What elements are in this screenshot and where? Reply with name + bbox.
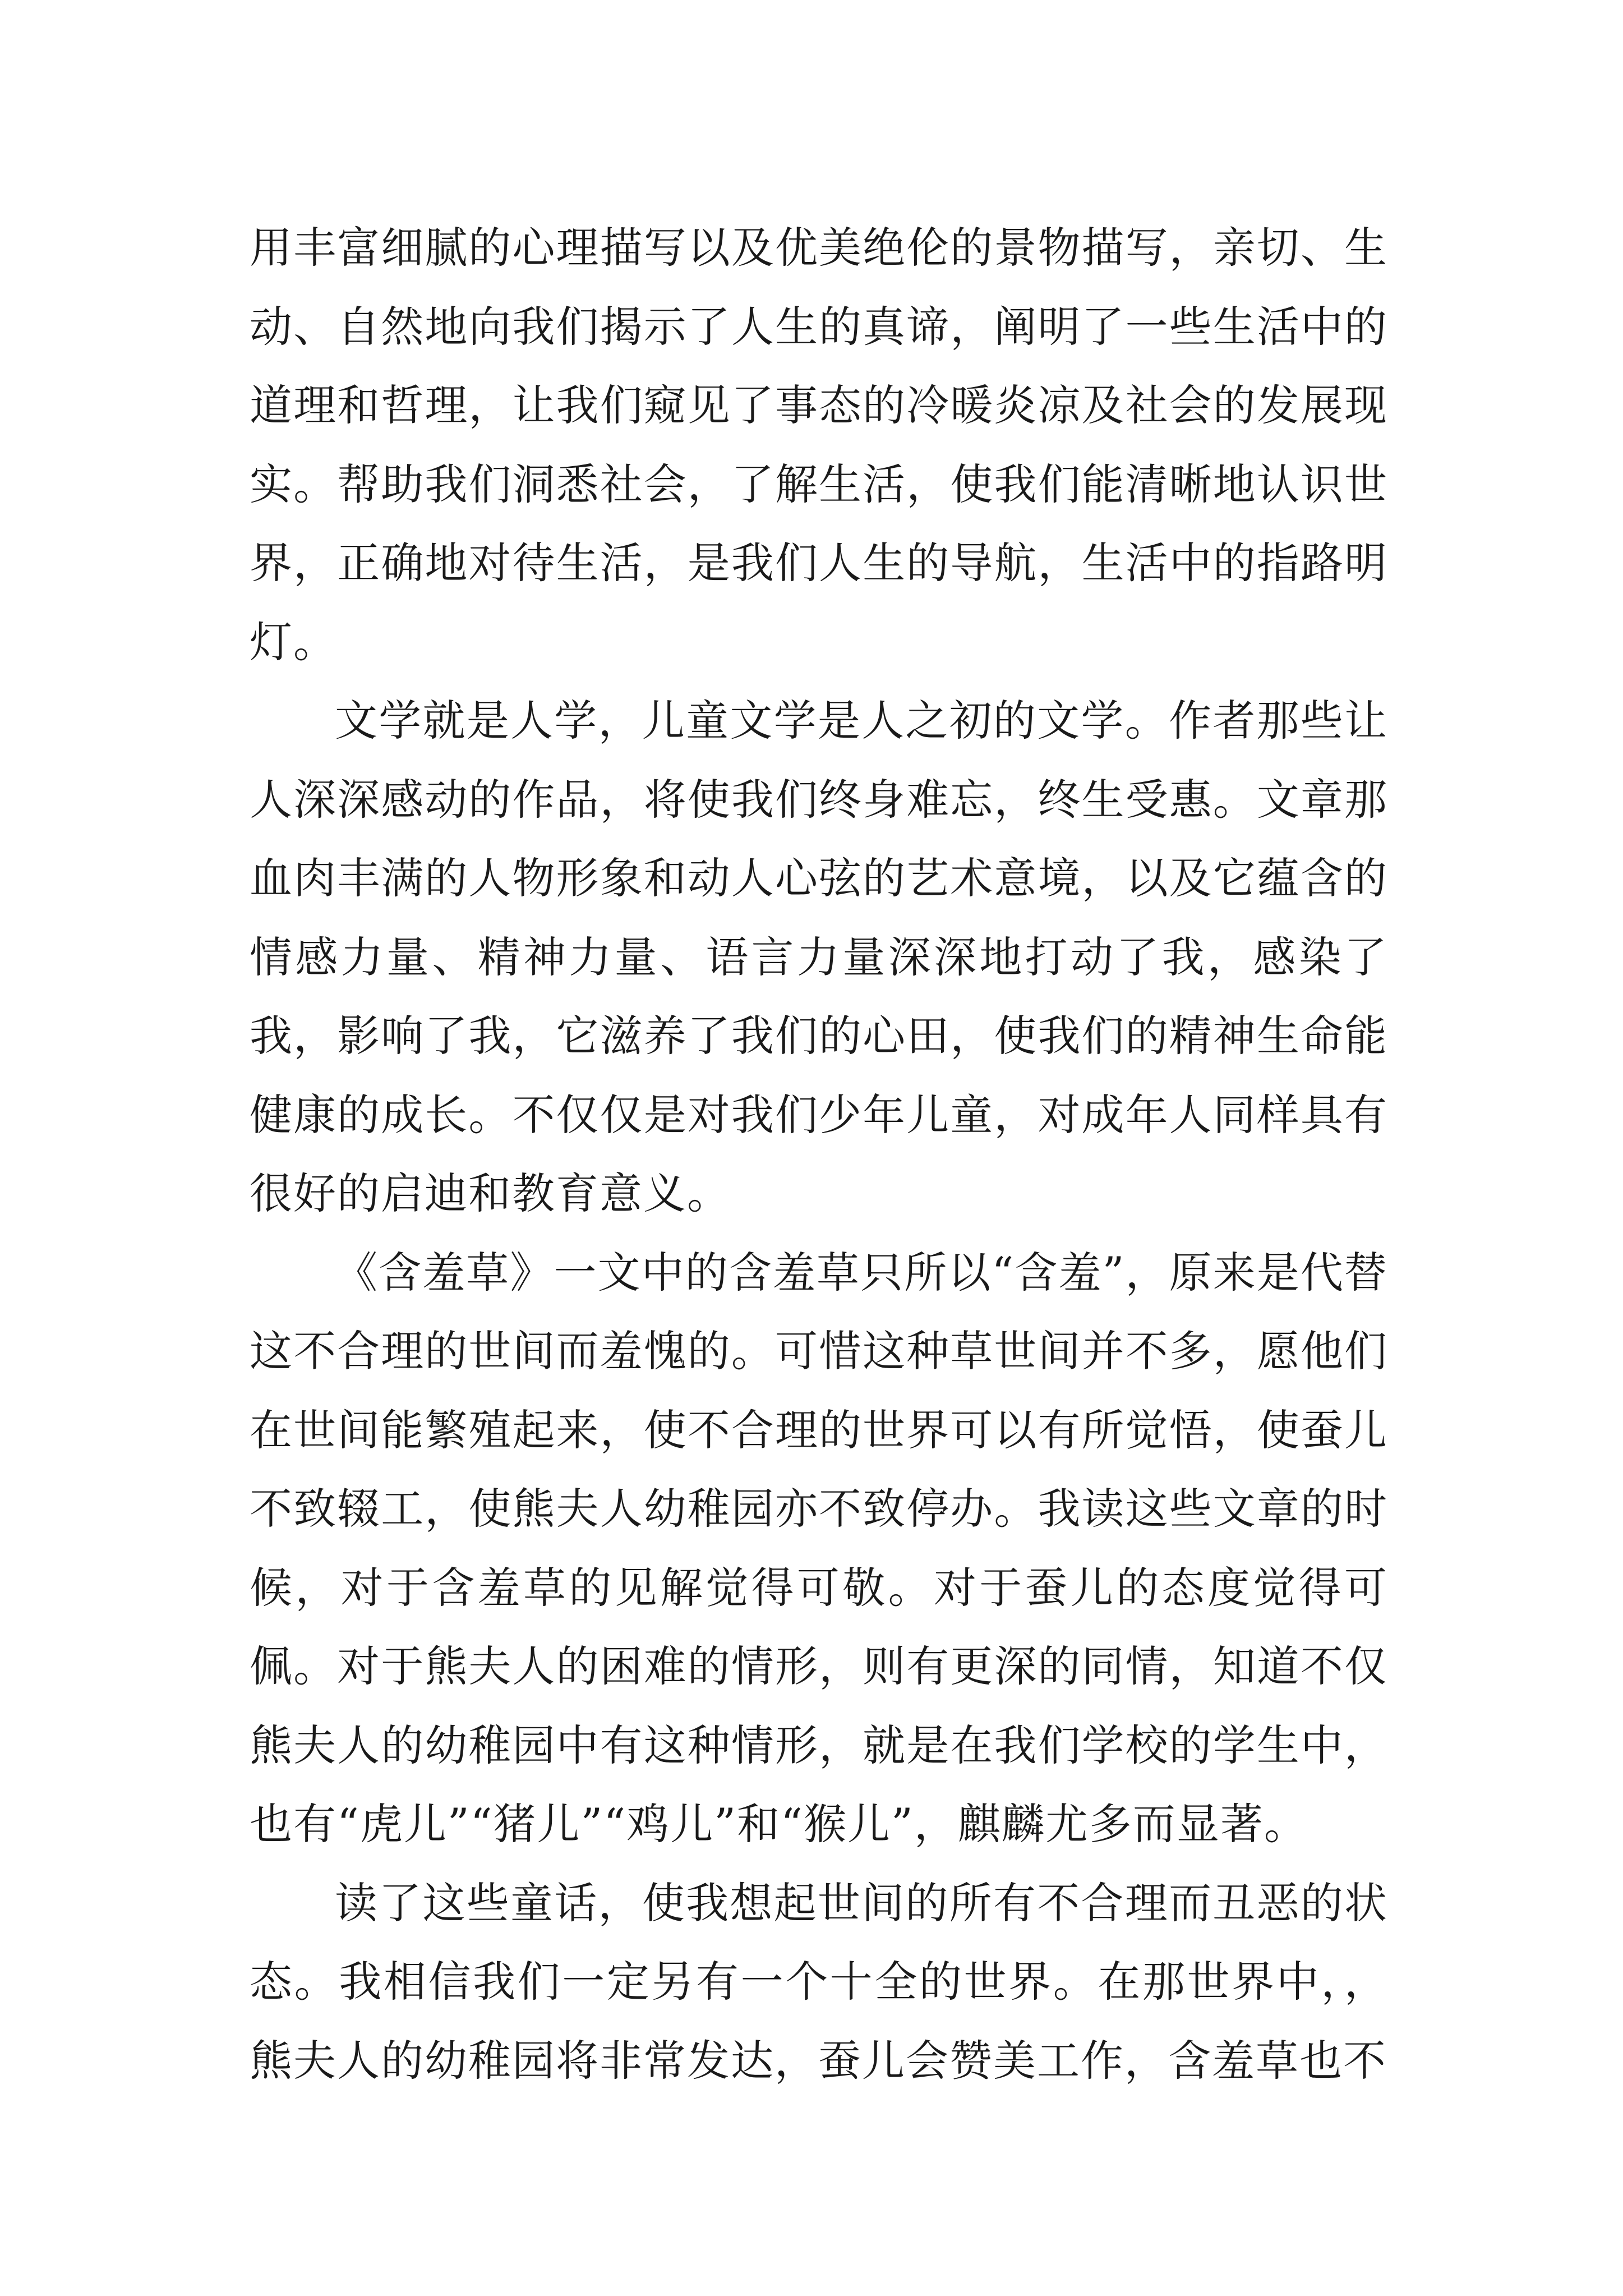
paragraph-2: 文学就是人学，儿童文学是人之初的文学。作者那些让人深深感动的作品，将使我们终身难忘，终生受惠。文章那血肉丰满的人物形象和动人心弦的艺术意境，以及它蕴含的情感力量、精神力量、语言力量深深地打动了我，感染了我，影响了我，它滋养了我们的心田，使我们的精神生命能健康的成长。不仅仅是对我们少年儿童，对成年人同样具有很好的启迪和教育意义。 [250, 696, 1388, 1218]
body-text [250, 209, 1388, 2100]
paragraph-4: 读了这些童话，使我想起世间的所有不合理而丑恶的状态。我相信我们一定另有一个十全的世界。在那世界中，，熊夫人的幼稚园将非常发达，蚕儿会赞美工作，含羞草也不 [250, 1878, 1388, 2086]
paragraph-3: 《含羞草》一文中的含羞草只所以“含羞”，原来是代替这不合理的世间而羞愧的。可惜这种草世间并不多，愿他们在世间能繁殖起来，使不合理的世界可以有所觉悟，使蚕儿不致辍工，使熊夫人幼稚园亦不致停办。我读这些文章的时候，对于含羞草的见解觉得可敬。对于蚕儿的态度觉得可佩。对于熊夫人的困难的情形，则有更深的同情，知道不仅熊夫人的幼稚园中有这种情形，就是在我们学校的学生中，也有“虎儿”“猪儿”“鸡儿”和“猴儿”，麒麟尤多而显著。 [250, 1247, 1388, 1849]
paragraph-1: 用丰富细腻的心理描写以及优美绝伦的景物描写，亲切、生动、自然地向我们揭示了人生的真谛，阐明了一些生活中的道理和哲理，让我们窥见了事态的冷暖炎凉及社会的发展现实。帮助我们洞悉社会，了解生活，使我们能清晰地认识世界，正确地对待生活，是我们人生的导航，生活中的指路明灯。 [250, 223, 1388, 667]
